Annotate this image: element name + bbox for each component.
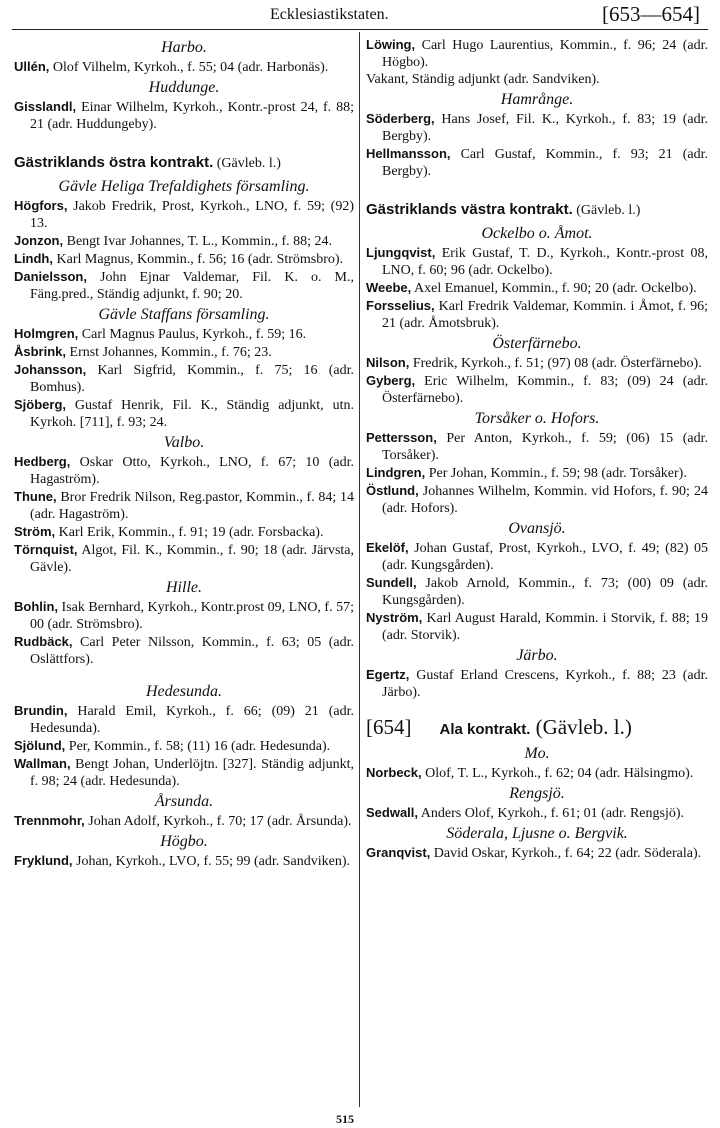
- clergy-name: Nyström,: [366, 610, 423, 625]
- clergy-entry: [366, 666, 708, 701]
- page-range: [653—654]: [602, 2, 700, 26]
- parish-heading: Harbo.: [161, 39, 207, 56]
- clergy-details: Vakant, Ständig adjunkt (adr. Sandviken).: [366, 72, 600, 87]
- clergy-name: Östlund,: [366, 483, 419, 498]
- clergy-entry: [14, 58, 354, 76]
- clergy-entry: [14, 98, 354, 133]
- clergy-details: Per Johan, Kommin., f. 59; 98 (adr. Torsåker).: [425, 466, 687, 481]
- deanery-heading: [366, 200, 708, 220]
- clergy-entry: [366, 429, 708, 464]
- clergy-entry: [14, 396, 354, 431]
- clergy-name: Gisslandl,: [14, 99, 77, 114]
- clergy-name: Lindgren,: [366, 465, 426, 480]
- parish-heading: Torsåker o. Hofors.: [474, 410, 600, 427]
- clergy-details: Algot, Fil. K., Kommin., f. 90; 18 (adr. Järvsta, Gävle).: [30, 543, 354, 575]
- clergy-entry: [366, 482, 708, 517]
- page-number: 515: [336, 1112, 354, 1126]
- clergy-details: Johan Gustaf, Prost, Kyrkoh., LVO, f. 49; (82) 05 (adr. Kungsgården).: [382, 541, 708, 573]
- parish-heading: Årsunda.: [154, 793, 214, 810]
- clergy-details: Carl Hugo Laurentius, Kommin., f. 96; 24 (adr. Högbo).: [382, 38, 708, 70]
- clergy-entry: [366, 36, 708, 71]
- clergy-entry: [14, 523, 354, 541]
- parish-heading: Söderala, Ljusne o. Bergvik.: [446, 825, 628, 842]
- clergy-entry: [14, 250, 354, 268]
- clergy-name: Pettersson,: [366, 430, 437, 445]
- parish-heading: Hamrånge.: [500, 91, 574, 108]
- clergy-name: Ström,: [14, 524, 56, 539]
- clergy-details: Per, Kommin., f. 58; (11) 16 (adr. Hedesunda).: [65, 739, 331, 754]
- left-column: [14, 36, 354, 870]
- clergy-details: Hans Josef, Fil. K., Kyrkoh., f. 83; 19 (adr. Bergby).: [382, 112, 708, 144]
- clergy-entry: [366, 244, 708, 279]
- clergy-entry: [366, 844, 708, 862]
- clergy-name: Sjöberg,: [14, 397, 67, 412]
- parish-heading: Högbo.: [160, 833, 208, 850]
- parish-heading: Valbo.: [163, 434, 205, 451]
- clergy-details: Oskar Otto, Kyrkoh., LNO, f. 67; 10 (adr. Hagaström).: [30, 455, 354, 487]
- clergy-entry: [366, 297, 708, 332]
- clergy-entry: [14, 598, 354, 633]
- deanery-name: Gästriklands västra kontrakt.: [366, 201, 573, 218]
- page-marker: [654]: [366, 715, 412, 739]
- clergy-entry: [366, 609, 708, 644]
- parish-heading: Ovansjö.: [508, 520, 566, 537]
- clergy-details: Harald Emil, Kyrkoh., f. 66; (09) 21 (adr. Hedesunda).: [30, 704, 354, 736]
- clergy-entry: [366, 574, 708, 609]
- clergy-details: Olof, T. L., Kyrkoh., f. 62; 04 (adr. Hälsingmo).: [421, 766, 694, 781]
- clergy-name: Fryklund,: [14, 853, 73, 868]
- clergy-name: Ekelöf,: [366, 540, 409, 555]
- clergy-name: Sjölund,: [14, 738, 66, 753]
- parish-heading: Järbo.: [516, 647, 558, 664]
- clergy-entry: [366, 279, 708, 297]
- clergy-details: Johannes Wilhelm, Kommin. vid Hofors, f. 90; 24 (adr. Hofors).: [382, 484, 708, 516]
- clergy-entry: [14, 453, 354, 488]
- clergy-name: Granqvist,: [366, 845, 431, 860]
- clergy-details: Einar Wilhelm, Kyrkoh., Kontr.-prost 24, f. 88; 21 (adr. Huddungeby).: [30, 100, 354, 132]
- clergy-details: Per Anton, Kyrkoh., f. 59; (06) 15 (adr. Torsåker).: [382, 431, 708, 463]
- clergy-entry: [14, 702, 354, 737]
- clergy-name: Johansson,: [14, 362, 87, 377]
- clergy-name: Forsselius,: [366, 298, 435, 313]
- clergy-name: Thune,: [14, 489, 57, 504]
- clergy-name: Rudbäck,: [14, 634, 73, 649]
- clergy-details: Anders Olof, Kyrkoh., f. 61; 01 (adr. Rengsjö).: [418, 806, 684, 821]
- column-divider: [359, 32, 360, 1107]
- clergy-details: Jakob Fredrik, Prost, Kyrkoh., LNO, f. 59; (92) 13.: [30, 199, 354, 231]
- clergy-details: Karl Fredrik Valdemar, Kommin. i Åmot, f. 96; 21 (adr. Åmotsbruk).: [382, 299, 708, 331]
- clergy-entry: [366, 372, 708, 407]
- clergy-name: Nilson,: [366, 355, 410, 370]
- clergy-entry: [14, 852, 354, 870]
- clergy-entry: [366, 464, 708, 482]
- clergy-name: Weebe,: [366, 280, 412, 295]
- clergy-details: Gustaf Erland Crescens, Kyrkoh., f. 88; 23 (adr. Järbo).: [382, 668, 708, 700]
- clergy-name: Norbeck,: [366, 765, 422, 780]
- clergy-entry: [14, 361, 354, 396]
- clergy-details: Karl Erik, Kommin., f. 91; 19 (adr. Forsbacka).: [55, 525, 324, 540]
- clergy-details: Gustaf Henrik, Fil. K., Ständig adjunkt, utn. Kyrkoh. [711], f. 93; 24.: [30, 398, 354, 430]
- clergy-name: Trennmohr,: [14, 813, 85, 828]
- clergy-name: Sedwall,: [366, 805, 419, 820]
- clergy-name: Ljungqvist,: [366, 245, 436, 260]
- deanery-diocese: (Gävleb. l.): [572, 203, 641, 218]
- clergy-details: Karl August Harald, Kommin. i Storvik, f. 88; 19 (adr. Storvik).: [382, 611, 708, 643]
- clergy-name: Hellmansson,: [366, 146, 451, 161]
- clergy-entry: [14, 325, 354, 343]
- clergy-name: Löwing,: [366, 37, 416, 52]
- deanery-diocese: (Gävleb. l.): [213, 156, 281, 171]
- clergy-entry: [14, 343, 354, 361]
- clergy-entry: [14, 812, 354, 830]
- clergy-details: Erik Gustaf, T. D., Kyrkoh., Kontr.-prost 08, LNO, f. 60; 96 (adr. Ockelbo).: [382, 246, 708, 278]
- clergy-entry: [14, 268, 354, 303]
- clergy-name: Gyberg,: [366, 373, 416, 388]
- clergy-details: Axel Emanuel, Kommin., f. 90; 20 (adr. Ockelbo).: [411, 281, 697, 296]
- clergy-name: Holmgren,: [14, 326, 79, 341]
- clergy-details: Olof Vilhelm, Kyrkoh., f. 55; 04 (adr. Harbonäs).: [49, 60, 329, 75]
- clergy-name: Brundin,: [14, 703, 68, 718]
- running-title: Ecklesiastikstaten.: [270, 6, 389, 23]
- deanery-diocese: (Gävleb. l.): [530, 715, 632, 739]
- clergy-details: Eric Wilhelm, Kommin., f. 83; (09) 24 (adr. Österfärnebo).: [382, 374, 708, 406]
- clergy-name: Lindh,: [14, 251, 53, 266]
- parish-heading: Ockelbo o. Åmot.: [481, 225, 593, 242]
- clergy-entry: [366, 804, 708, 822]
- clergy-entry: [14, 541, 354, 576]
- deanery-heading: [366, 715, 708, 742]
- clergy-details: Bengt Ivar Johannes, T. L., Kommin., f. 88; 24.: [63, 234, 333, 249]
- clergy-details: Isak Bernhard, Kyrkoh., Kontr.prost 09, LNO, f. 57; 00 (adr. Strömsbro).: [30, 600, 354, 632]
- clergy-entry: [366, 71, 708, 88]
- clergy-details: Johan, Kyrkoh., LVO, f. 55; 99 (adr. Sandviken).: [72, 854, 351, 869]
- clergy-name: Bohlin,: [14, 599, 59, 614]
- parish-heading: Gävle Heliga Trefaldighets församling.: [58, 178, 310, 195]
- deanery-name: Ala kontrakt.: [439, 721, 531, 738]
- clergy-name: Hedberg,: [14, 454, 71, 469]
- clergy-entry: [366, 539, 708, 574]
- clergy-entry: [14, 197, 354, 232]
- clergy-details: Ernst Johannes, Kommin., f. 76; 23.: [66, 345, 272, 360]
- clergy-entry: [14, 232, 354, 250]
- clergy-details: Bror Fredrik Nilson, Reg.pastor, Kommin., f. 84; 14 (adr. Hagaström).: [30, 490, 354, 522]
- clergy-name: Wallman,: [14, 756, 71, 771]
- clergy-details: Carl Peter Nilsson, Kommin., f. 63; 05 (adr. Oslättfors).: [30, 635, 354, 667]
- clergy-name: Söderberg,: [366, 111, 435, 126]
- clergy-name: Egertz,: [366, 667, 410, 682]
- header-rule: [12, 29, 708, 30]
- clergy-details: Johan Adolf, Kyrkoh., f. 70; 17 (adr. Årsunda).: [84, 814, 352, 829]
- clergy-details: Carl Gustaf, Kommin., f. 93; 21 (adr. Bergby).: [382, 147, 708, 179]
- clergy-name: Törnquist,: [14, 542, 78, 557]
- clergy-entry: [14, 737, 354, 755]
- parish-heading: Hedesunda.: [146, 683, 222, 700]
- clergy-details: Karl Sigfrid, Kommin., f. 75; 16 (adr. Bomhus).: [30, 363, 354, 395]
- parish-heading: Rengsjö.: [509, 785, 565, 802]
- clergy-entry: [366, 145, 708, 180]
- clergy-entry: [14, 633, 354, 668]
- clergy-entry: [366, 354, 708, 372]
- clergy-name: Ullén,: [14, 59, 50, 74]
- clergy-details: Bengt Johan, Underlöjtn. [327]. Ständig adjunkt, f. 98; 24 (adr. Hedesunda).: [30, 757, 354, 789]
- parish-heading: Österfärnebo.: [492, 335, 582, 352]
- clergy-entry: [14, 755, 354, 790]
- clergy-name: Högfors,: [14, 198, 68, 213]
- parish-heading: Mo.: [524, 745, 550, 762]
- clergy-name: Åsbrink,: [14, 344, 67, 359]
- clergy-details: David Oskar, Kyrkoh., f. 64; 22 (adr. Söderala).: [430, 846, 702, 861]
- clergy-name: Sundell,: [366, 575, 417, 590]
- clergy-entry: [366, 110, 708, 145]
- clergy-details: Karl Magnus, Kommin., f. 56; 16 (adr. Strömsbro).: [53, 252, 344, 267]
- clergy-details: Carl Magnus Paulus, Kyrkoh., f. 59; 16.: [78, 327, 307, 342]
- clergy-entry: [14, 488, 354, 523]
- parish-heading: Huddunge.: [148, 79, 220, 96]
- right-column: [366, 36, 708, 862]
- deanery-heading: [14, 153, 354, 173]
- clergy-name: Danielsson,: [14, 269, 87, 284]
- parish-heading: Gävle Staffans församling.: [98, 306, 270, 323]
- clergy-details: Jakob Arnold, Kommin., f. 73; (00) 09 (adr. Kungsgården).: [382, 576, 708, 608]
- clergy-details: John Ejnar Valdemar, Fil. K. o. M., Fäng.pred., Ständig adjunkt, f. 90; 20.: [30, 270, 354, 302]
- clergy-entry: [366, 764, 708, 782]
- parish-heading: Hille.: [166, 579, 202, 596]
- clergy-details: Fredrik, Kyrkoh., f. 51; (97) 08 (adr. Österfärnebo).: [409, 356, 702, 371]
- spacer: [14, 668, 354, 680]
- deanery-name: Gästriklands östra kontrakt.: [14, 154, 214, 171]
- clergy-name: Jonzon,: [14, 233, 64, 248]
- page-header: [0, 0, 720, 30]
